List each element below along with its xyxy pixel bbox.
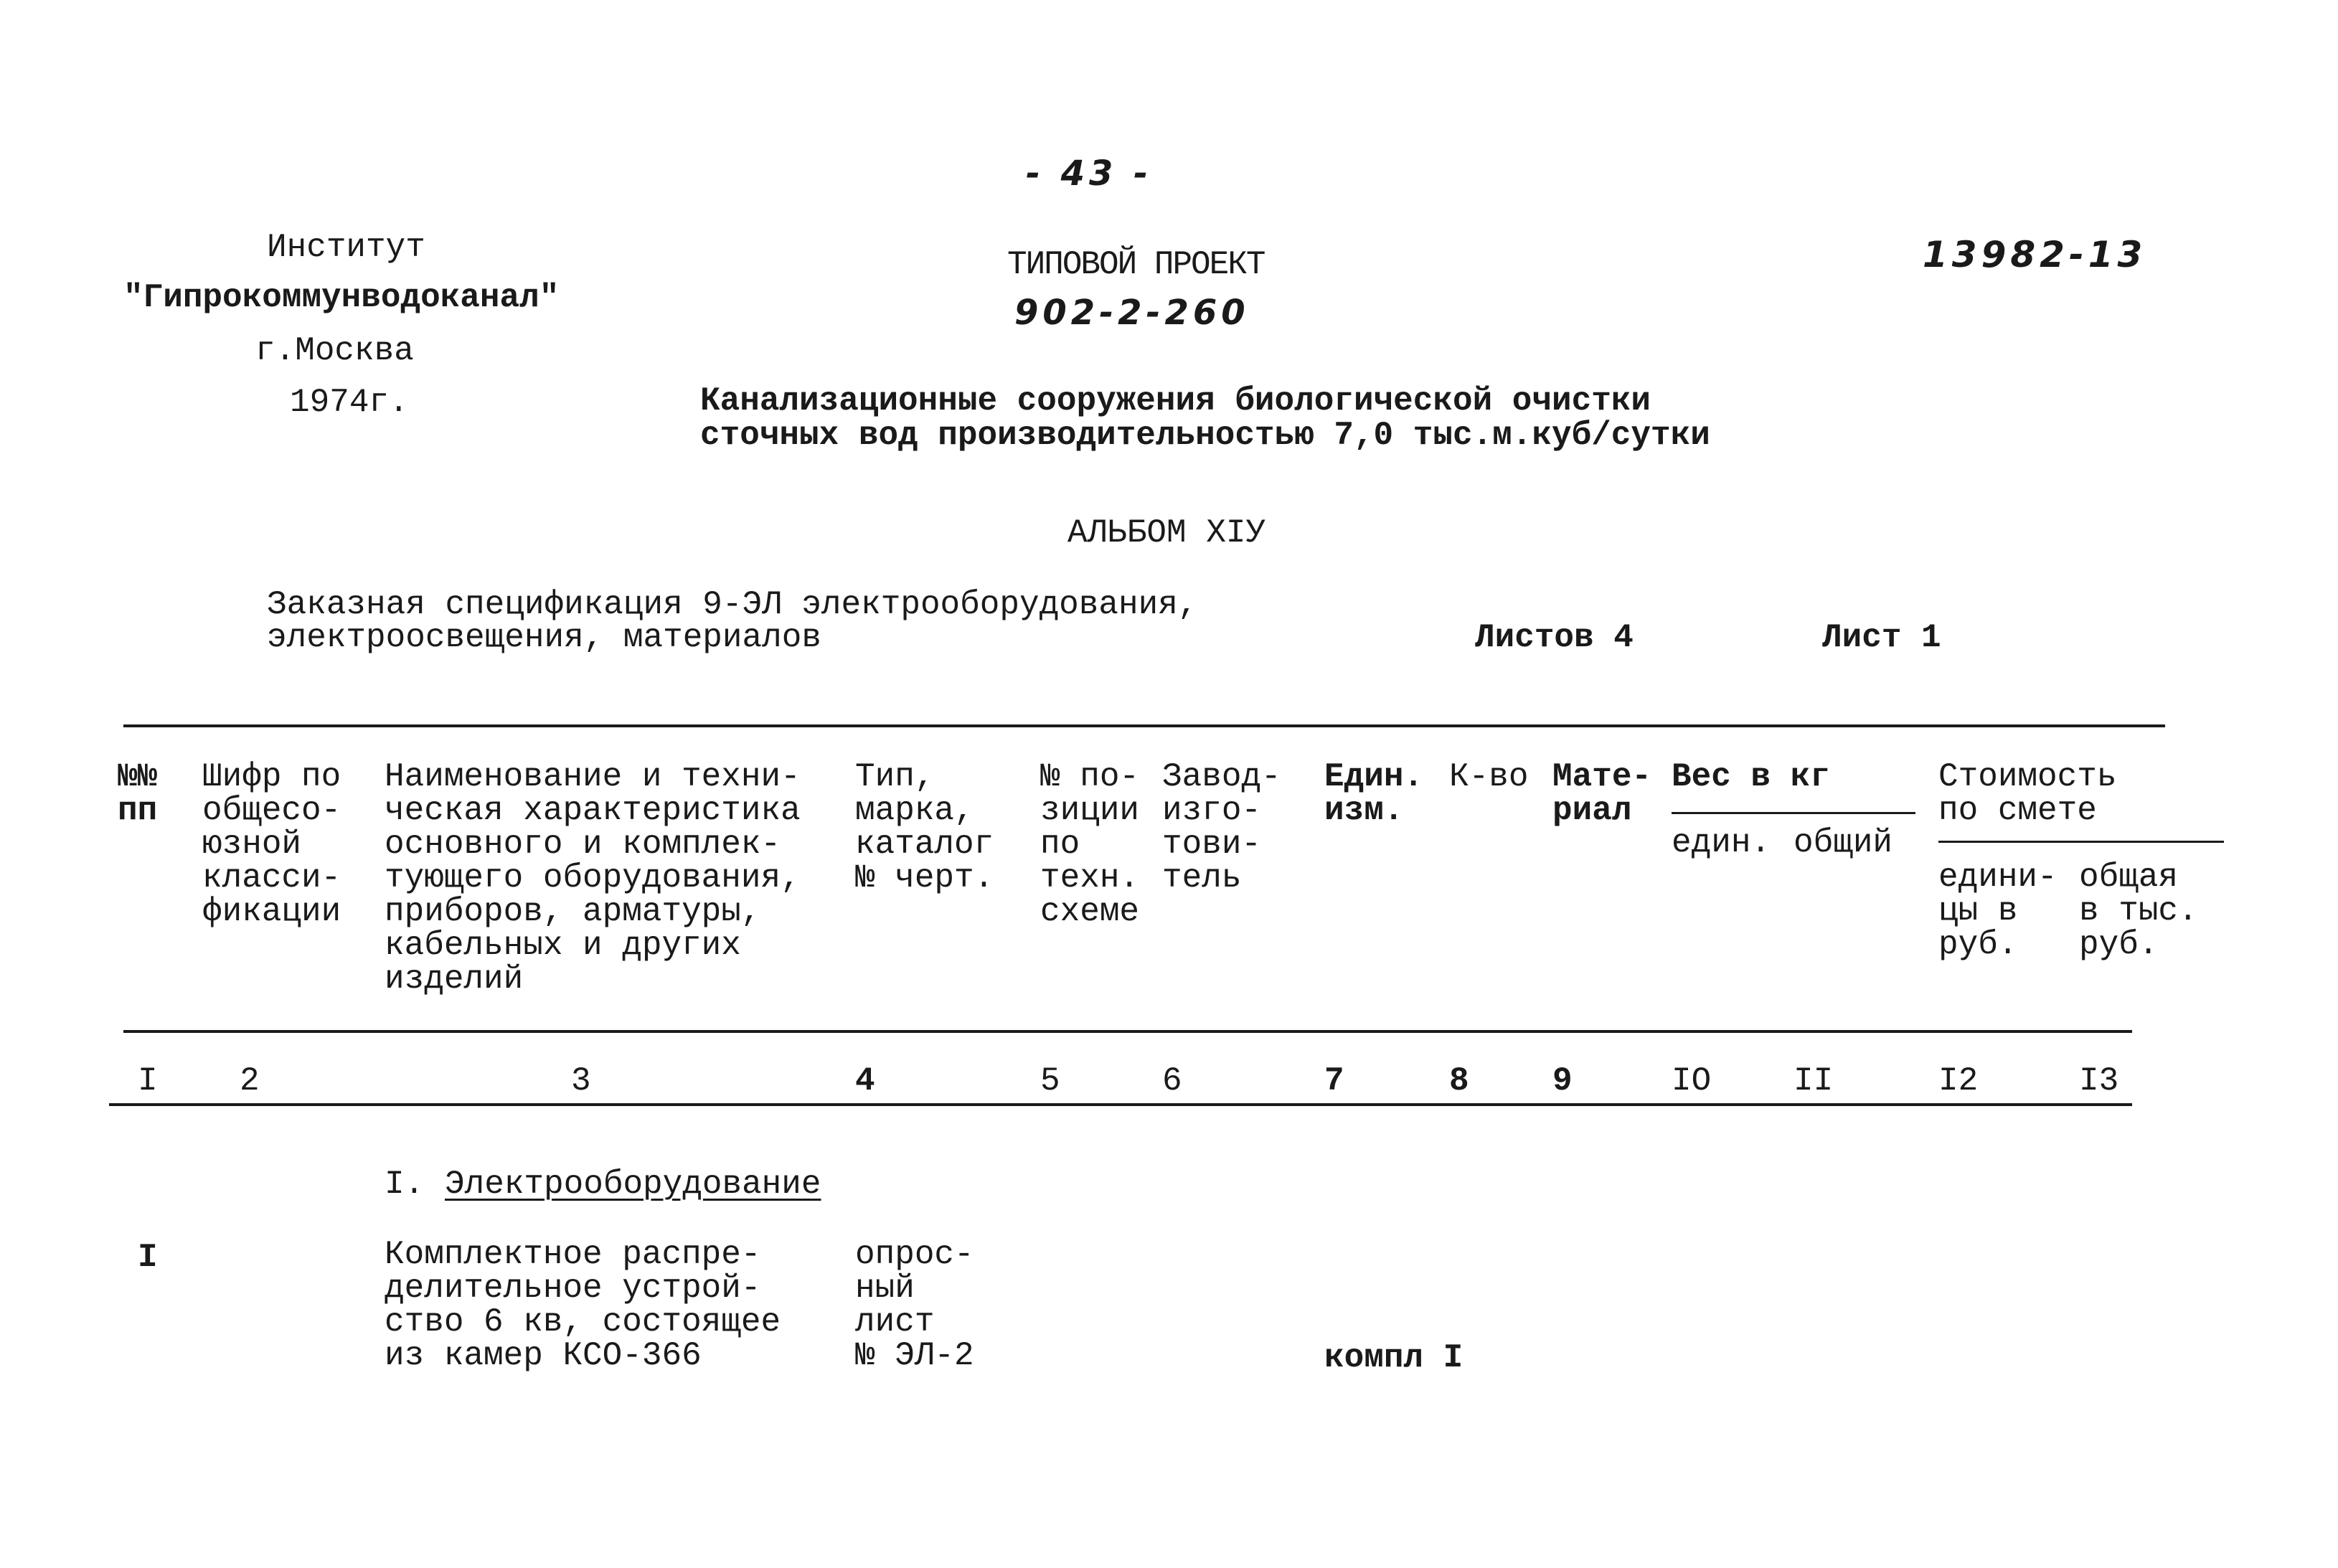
header-weight-total: общий xyxy=(1793,824,1893,861)
project-number: 902-2-260 xyxy=(1014,293,1250,333)
section-title: Электрооборудование xyxy=(445,1166,821,1203)
header-weight-rule xyxy=(1672,812,1915,814)
header-bottom-rule xyxy=(123,1030,2132,1033)
column-number-13: I3 xyxy=(2079,1062,2119,1100)
table-top-rule xyxy=(123,724,2165,727)
header-manufacturer: Завод- изго- тови- тель xyxy=(1162,758,1281,897)
project-title-line2: сточных вод производительностью 7,0 тыс.м.куб/сутки xyxy=(700,417,1710,454)
sheet-number: Лист 1 xyxy=(1822,619,1941,656)
header-unit: Един. изм. xyxy=(1324,758,1424,829)
header-cost-rule xyxy=(1938,841,2224,843)
column-number-8: 8 xyxy=(1449,1062,1469,1100)
header-row-number: №№ пп xyxy=(118,758,158,829)
row-1-name: Комплектное распре- делительное устрой- ство 6 кв, состоящее из камер КСО-366 xyxy=(385,1236,781,1374)
column-number-6: 6 xyxy=(1162,1062,1182,1100)
header-cost-unit: едини- цы в руб. xyxy=(1938,859,2057,963)
column-numbers-rule xyxy=(109,1103,2132,1106)
album-title: АЛЬБОМ XIУ xyxy=(1067,514,1266,552)
column-number-12: I2 xyxy=(1938,1062,1979,1100)
spec-title-line1: Заказная спецификация 9-ЭЛ электрооборудования, xyxy=(267,586,1198,623)
header-quantity: К-во xyxy=(1449,758,1529,795)
column-number-3: 3 xyxy=(571,1062,591,1100)
institute-year: 1974г. xyxy=(290,384,409,421)
column-number-9: 9 xyxy=(1552,1062,1573,1100)
header-name-description: Наименование и техни- ческая характеристика основного и комплек- тующего оборудования, приборов, арматуры, кабельных и других изделий xyxy=(385,758,801,998)
row-1-unit-quantity: компл I xyxy=(1324,1339,1463,1376)
column-number-2: 2 xyxy=(240,1062,260,1100)
institute-city: г.Москва xyxy=(255,332,414,369)
row-1-type: опрос- ный лист № ЭЛ-2 xyxy=(855,1236,974,1374)
sheets-total: Листов 4 xyxy=(1475,619,1634,656)
institute-name: "Гипрокоммунводоканал" xyxy=(123,279,560,316)
header-weight: Вес в кг xyxy=(1672,758,1830,795)
column-number-11: II xyxy=(1793,1062,1834,1100)
column-number-4: 4 xyxy=(855,1062,875,1100)
header-classification-code: Шифр по общесо- юзной класси- фикации xyxy=(202,758,341,930)
header-type-brand: Тип, марка, каталог № черт. xyxy=(855,758,994,897)
header-material: Мате- риал xyxy=(1552,758,1652,829)
institute-label: Институт xyxy=(267,229,425,266)
spec-title-line2: электроосвещения, материалов xyxy=(267,619,821,656)
header-weight-unit: един. xyxy=(1672,824,1771,861)
section-number: I. xyxy=(385,1166,425,1203)
column-number-1: I xyxy=(138,1062,158,1100)
document-code: 13982-13 xyxy=(1923,234,2147,275)
page-number: - 43 - xyxy=(1026,154,1153,194)
row-1-number: I xyxy=(138,1239,158,1276)
project-title-line1: Канализационные сооружения биологической очистки xyxy=(700,382,1651,420)
project-label: ТИПОВОЙ ПРОЕКТ xyxy=(1007,246,1265,283)
column-number-10: IO xyxy=(1672,1062,1712,1100)
header-cost: Стоимость по смете xyxy=(1938,758,2117,829)
column-number-5: 5 xyxy=(1040,1062,1060,1100)
header-cost-total: общая в тыс. руб. xyxy=(2079,859,2198,963)
header-position: № по- зиции по техн. схеме xyxy=(1040,758,1140,930)
column-number-7: 7 xyxy=(1324,1062,1344,1100)
